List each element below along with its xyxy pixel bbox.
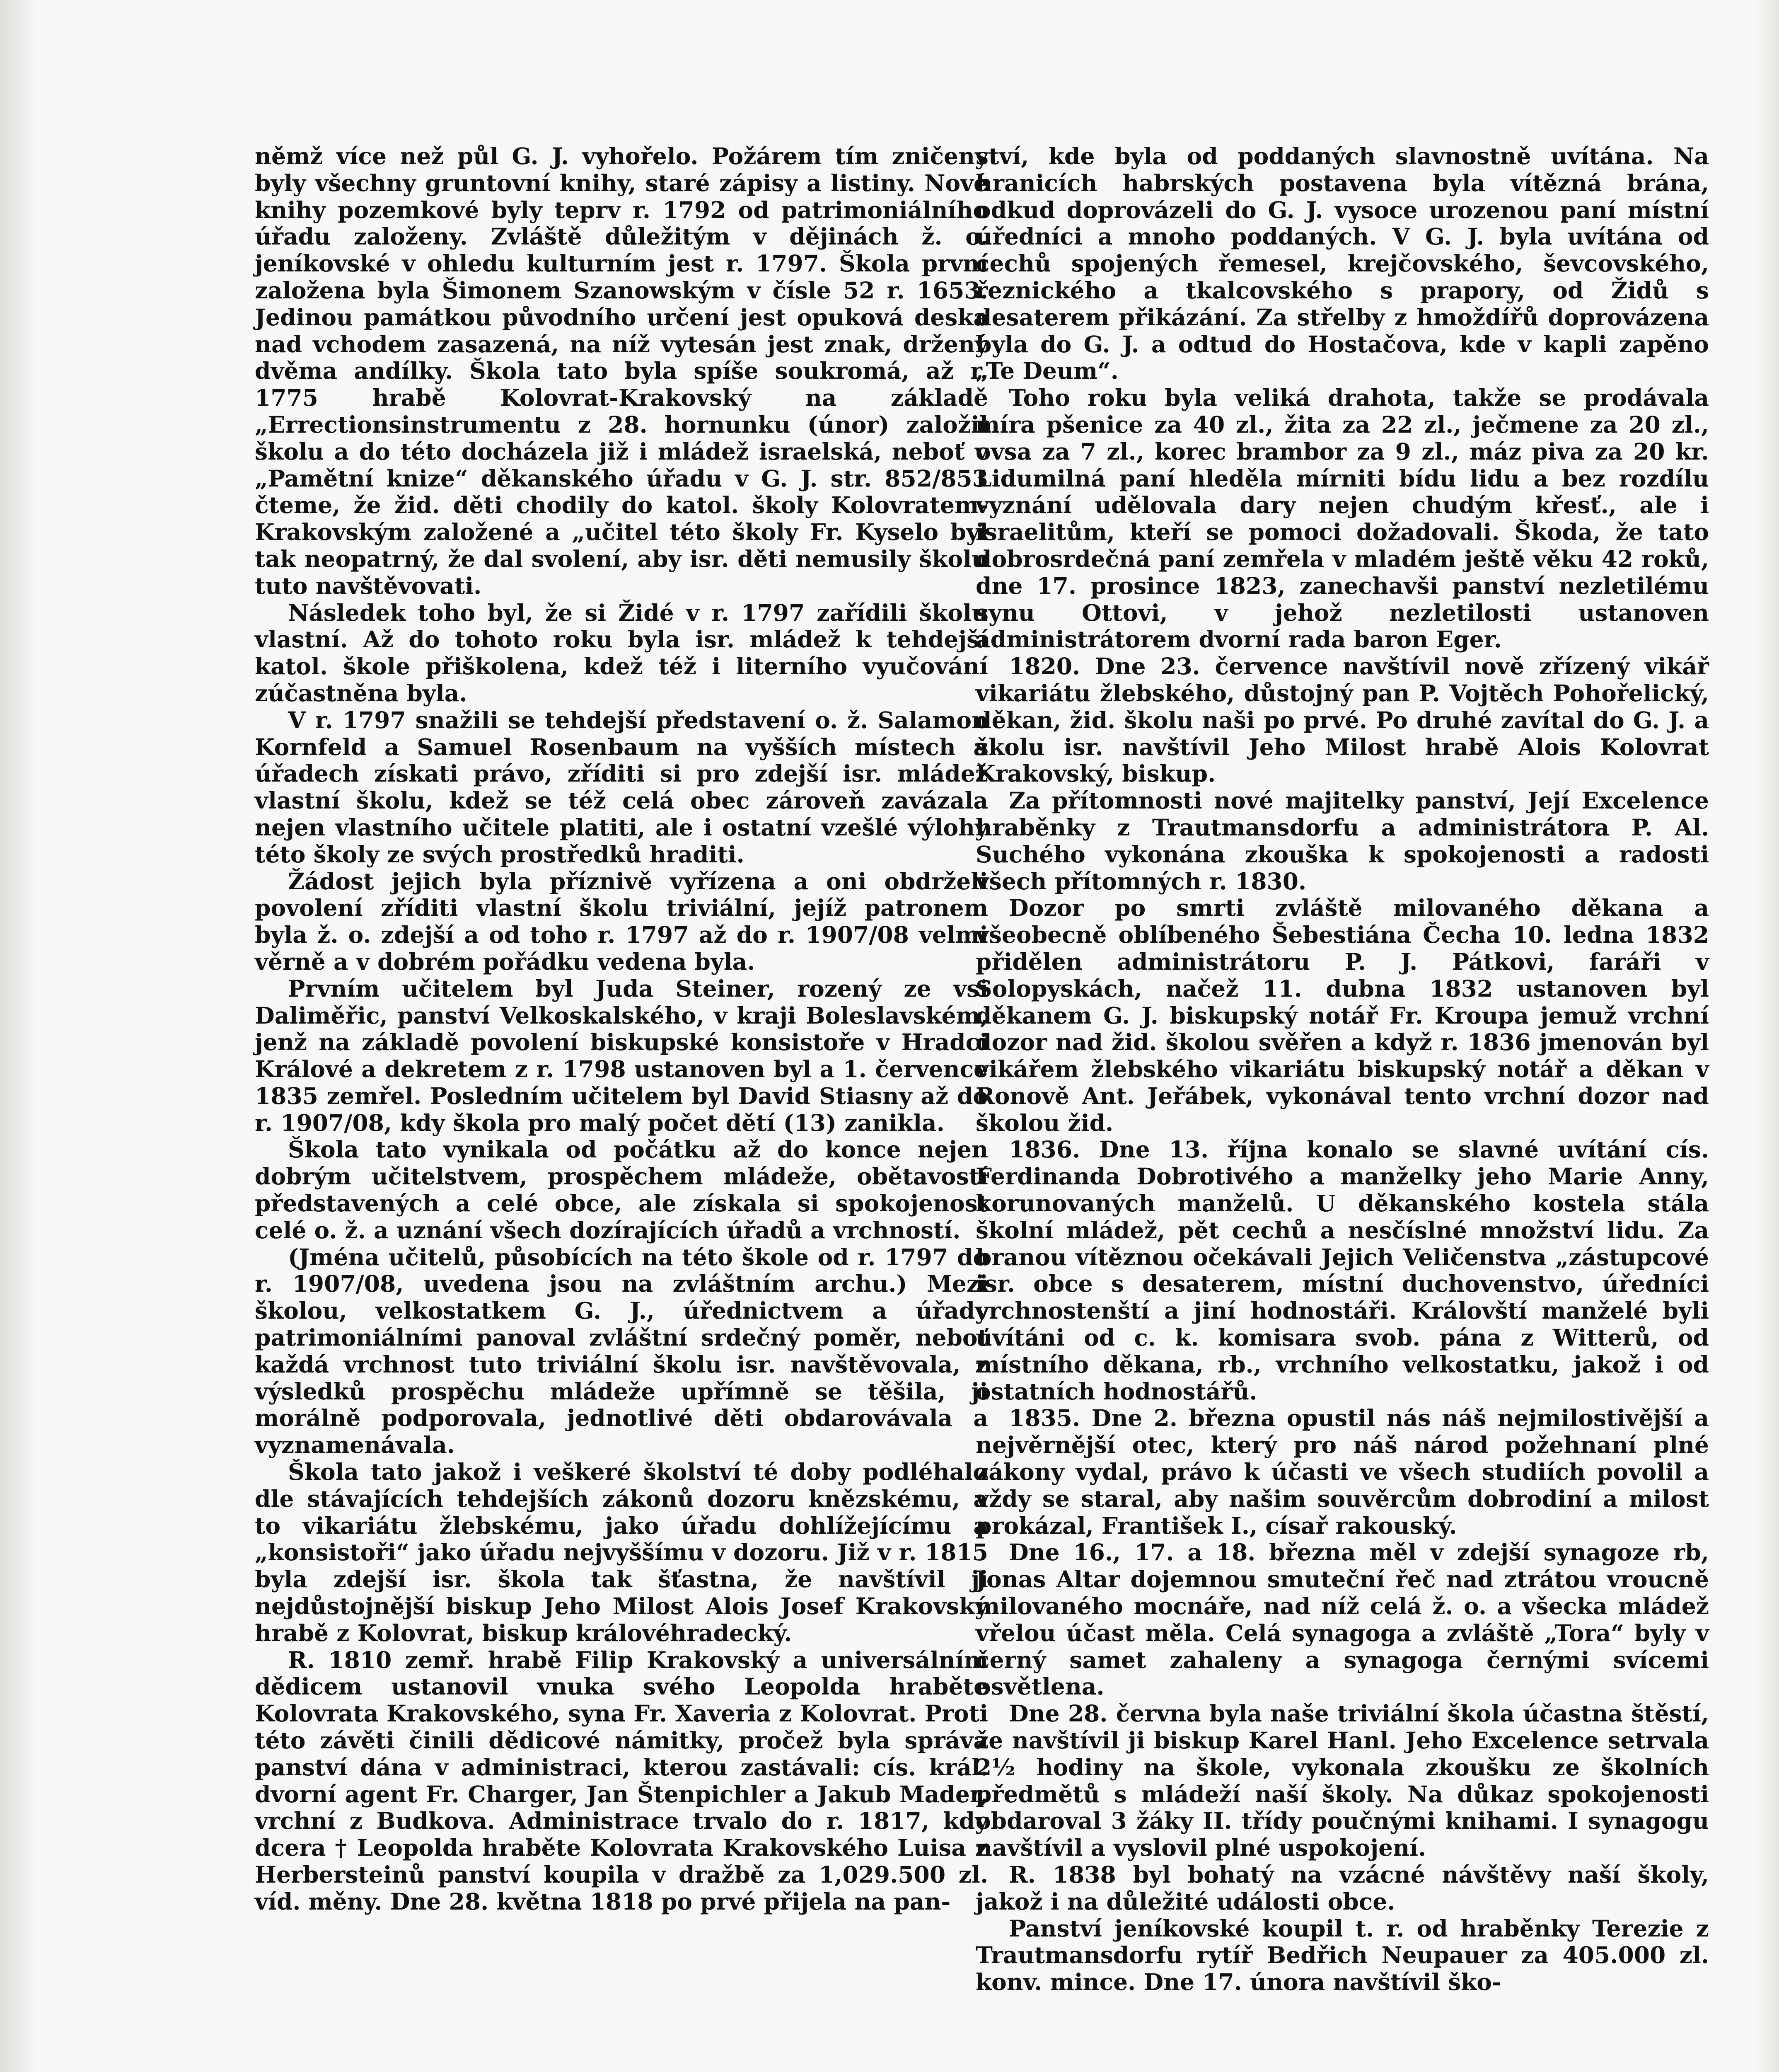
- paragraph: němž více než půl G. J. vyhořelo. Požárem tím zničeny byly všechny gruntovní knihy, staré zápisy a listiny. Nové knihy pozemkové byly teprv r. 1792 od patrimoniálního úřadu založeny. Zvláště důležitým v dějinách ž. o. jeníkovské v ohledu kulturním jest r. 1797. Škola první založena byla Šimonem Szanowským v čísle 52 r. 1653. Jedinou památkou původního určení jest opuková deska nad vchodem zasazená, na níž vytesán jest znak, držený dvěma andílky. Škola tato byla spíše soukromá, až r. 1775 hrabě Kolovrat-Krakovský na základě „Errectionsinstrumentu z 28. hornunku (únor) založil školu a do této docházela již i mládež israelská, neboť v „Pamětní knize“ děkanského úřadu v G. J. str. 852/853 čteme, že žid. děti chodily do katol. školy Kolovratem-Krakovským založené a „učitel této školy Fr. Kyselo byl tak neopatrný, že dal svolení, aby isr. děti nemusily školu tuto navštěvovati.: [255, 143, 988, 599]
- paragraph: R. 1838 byl bohatý na vzácné návštěvy naší školy, jakož i na důležité události obce.: [976, 1861, 1709, 1915]
- paragraph: Následek toho byl, že si Židé v r. 1797 zařídili školu vlastní. Až do tohoto roku byla isr. mládež k tehdejší katol. škole přiškolena, kdež též i literního vyučování zúčastněna byla.: [255, 599, 988, 707]
- paragraph: 1835. Dne 2. března opustil nás náš nejmilostivější a nejvěrnější otec, který pro náš národ požehnaní plné zákony vydal, právo k účasti ve všech studiích povolil a vždy se staral, aby našim souvěrcům dobrodiní a milost prokázal, František I., císař rakouský.: [976, 1404, 1709, 1539]
- paragraph: Toho roku byla veliká drahota, takže se prodávala míra pšenice za 40 zl., žita za 22 zl., ječmene za 20 zl., ovsa za 7 zl., korec brambor za 9 zl., máz piva za 20 kr. Lidumilná paní hleděla mírniti bídu lidu a bez rozdílu vyznání udělovala dary nejen chudým křesť., ale i israelitům, kteří se pomoci dožadovali. Škoda, že tato dobrosrdečná paní zemřela v mladém ještě věku 42 roků, dne 17. prosince 1823, zanechavši panství nezletilému synu Ottovi, v jehož nezletilosti ustanoven administrátorem dvorní rada baron Eger.: [976, 384, 1709, 653]
- paragraph: Škola tato jakož i veškeré školství té doby podléhalo dle stávajících tehdejších zákonů dozoru knězskému, a to vikariátu žlebskému, jako úřadu dohlížejícímu a „konsistoři“ jako úřadu nejvyššímu v dozoru. Již v r. 1815 byla zdejší isr. škola tak šťastna, že navštívil ji nejdůstojnější biskup Jeho Milost Alois Josef Krakovský hrabě z Kolovrat, biskup královéhradecký.: [255, 1458, 988, 1646]
- paragraph: Panství jeníkovské koupil t. r. od hraběnky Terezie z Trautmansdorfu rytíř Bedřich Neupauer za 405.000 zl. konv. mince. Dne 17. února navštívil ško-: [976, 1915, 1709, 1996]
- paragraph: Prvním učitelem byl Juda Steiner, rozený ze vsi Daliměřic, panství Velkoskalského, v kraji Boleslavském, jenž na základě povolení biskupské konsistoře v Hradci Králové a dekretem z r. 1798 ustanoven byl a 1. července 1835 zemřel. Posledním učitelem byl David Stiasny až do r. 1907/08, kdy škola pro malý počet dětí (13) zanikla.: [255, 975, 988, 1136]
- scan-edge-right: [1754, 0, 1779, 2072]
- paragraph: Dne 28. června byla naše triviální škola účastna štěstí, že navštívil ji biskup Karel Hanl. Jeho Excelence setrvala 2½ hodiny na škole, vykonala zkoušku ze školních předmětů s mládeží naší školy. Na důkaz spokojenosti obdaroval 3 žáky II. třídy poučnými knihami. I synagogu navštívil a vyslovil plné uspokojení.: [976, 1700, 1709, 1861]
- paragraph: (Jména učitelů, působících na této škole od r. 1797 do r. 1907/08, uvedena jsou na zvláštním archu.) Mezi školou, velkostatkem G. J., úřednictvem a úřady patrimoniálními panoval zvláštní srdečný poměr, neboť každá vrchnost tuto triviální školu isr. navštěvovala, z výsledků prospěchu mládeže upřímně se těšila, ji morálně podporovala, jednotlivé děti obdarovávala a vyznamenávala.: [255, 1243, 988, 1459]
- paragraph: 1836. Dne 13. října konalo se slavné uvítání cís. Ferdinanda Dobrotivého a manželky jeho Marie Anny, korunovaných manželů. U děkanského kostela stála školní mládež, pět cechů a nesčíslné množství lidu. Za branou vítěznou očekávali Jejich Veličenstva „zástupcové isr. obce s desaterem, místní duchovenstvo, úředníci vrchnostenští a jiní hodnostáři. Královští manželé byli uvítáni od c. k. komisara svob. pána z Witterů, od místního děkana, rb., vrchního velkostatku, jakož i od ostatních hodnostářů.: [976, 1136, 1709, 1405]
- scan-edge-left: [0, 0, 37, 2072]
- right-column: [976, 143, 1709, 1996]
- left-column: [255, 143, 988, 1915]
- paragraph: V r. 1797 snažili se tehdejší představení o. ž. Salamon Kornfeld a Samuel Rosenbaum na vyšších místech a úřadech získati právo, zříditi si pro zdejší isr. mládež vlastní školu, kdež se též celá obec zároveň zavázala nejen vlastního učitele platiti, ale i ostatní vzešlé výlohy této školy ze svých prostředků hraditi.: [255, 706, 988, 868]
- paragraph: R. 1810 zemř. hrabě Filip Krakovský a universálním dědicem ustanovil vnuka svého Leopolda hraběte Kolovrata Krakovského, syna Fr. Xaveria z Kolovrat. Proti této závěti činili dědicové námitky, pročež byla správa panství dána v administraci, kterou zastávali: cís. král. dvorní agent Fr. Charger, Jan Štenpichler a Jakub Mader, vrchní z Budkova. Administrace trvalo do r. 1817, kdy dcera † Leopolda hraběte Kolovrata Krakovského Luisa z Herbersteinů panství koupila v dražbě za 1,029.500 zl. víd. měny. Dne 28. května 1818 po prvé přijela na pan-: [255, 1646, 988, 1915]
- paragraph: Škola tato vynikala od počátku až do konce nejen dobrým učitelstvem, prospěchem mládeže, obětavostí představených a celé obce, ale získala si spokojenost celé o. ž. a uznání všech dozírajících úřadů a vrchností.: [255, 1136, 988, 1244]
- paragraph: Za přítomnosti nové majitelky panství, Její Excelence hraběnky z Trautmansdorfu a administrátora P. Al. Suchého vykonána zkouška k spokojenosti a radosti všech přítomných r. 1830.: [976, 787, 1709, 895]
- paragraph: Dne 16., 17. a 18. března měl v zdejší synagoze rb, Jonas Altar dojemnou smuteční řeč nad ztrátou vroucně milovaného mocnáře, nad níž celá ž. o. a všecka mládež vřelou účast měla. Celá synagoga a zvláště „Tora“ byly v černý samet zahaleny a synagoga černými svícemi osvětlena.: [976, 1539, 1709, 1700]
- paragraph: Žádost jejich byla příznivě vyřízena a oni obdrželi povolení zříditi vlastní školu triviální, jejíž patronem byla ž. o. zdejší a od toho r. 1797 až do r. 1907/08 velmi věrně a v dobrém pořádku vedena byla.: [255, 867, 988, 975]
- paragraph: 1820. Dne 23. července navštívil nově zřízený vikář vikariátu žlebského, důstojný pan P. Vojtěch Pohořelický, děkan, žid. školu naši po prvé. Po druhé zavítal do G. J. a školu isr. navštívil Jeho Milost hrabě Alois Kolovrat Krakovský, biskup.: [976, 653, 1709, 787]
- paragraph: ství, kde byla od poddaných slavnostně uvítána. Na hranicích habrských postavena byla vítězná brána, odkud doprovázeli do G. J. vysoce urozenou paní místní úředníci a mnoho poddaných. V G. J. byla uvítána od cechů spojených řemesel, krejčovského, ševcovského, řeznického a tkalcovského s prapory, od Židů s desaterem přikázání. Za střelby z hmoždířů doprovázena byla do G. J. a odtud do Hostačova, kde v kapli zapěno „Te Deum“.: [976, 143, 1709, 385]
- paragraph: Dozor po smrti zvláště milovaného děkana a všeobecně oblíbeného Šebestiána Čecha 10. ledna 1832 přidělen administrátoru P. J. Pátkovi, faráři v Solopyskách, načež 11. dubna 1832 ustanoven byl děkanem G. J. biskupský notář Fr. Kroupa jemuž vrchní dozor nad žid. školou svěřen a když r. 1836 jmenován byl vikářem žlebského vikariátu biskupský notář a děkan v Ronově Ant. Jeřábek, vykonával tento vrchní dozor nad školou žid.: [976, 894, 1709, 1136]
